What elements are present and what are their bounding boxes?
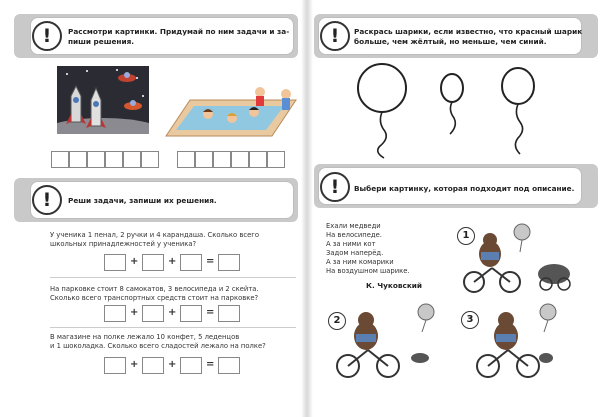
equation-box[interactable]: [104, 305, 126, 322]
answer-box[interactable]: [141, 151, 159, 168]
option-2-picture[interactable]: [326, 302, 444, 382]
equation-box[interactable]: [142, 357, 164, 374]
pool-children-picture: [160, 84, 300, 140]
equation-box[interactable]: [218, 357, 240, 374]
plus-sign: +: [130, 359, 139, 370]
plus-sign: +: [130, 256, 139, 267]
balloon-large[interactable]: [358, 64, 406, 158]
exclamation-icon: !: [320, 172, 350, 202]
plus-sign: +: [168, 359, 177, 370]
answer-box[interactable]: [177, 151, 195, 168]
child-standing-2: [281, 89, 291, 110]
answer-box[interactable]: [105, 151, 123, 168]
problem-1-text: У ученика 1 пенал, 2 ручки и 4 карандаша. Сколько всего школьных принадлежностей у ученика?: [50, 231, 259, 248]
poem-author: К. Чуковский: [366, 281, 423, 290]
divider: [50, 327, 296, 328]
balloon-small[interactable]: [441, 74, 463, 134]
answer-box[interactable]: [69, 151, 87, 168]
answer-box[interactable]: [195, 151, 213, 168]
child-standing-1: [255, 87, 265, 106]
balloon-medium[interactable]: [502, 68, 534, 154]
answer-box[interactable]: [249, 151, 267, 168]
exclamation-icon: !: [32, 21, 62, 51]
equation-box[interactable]: [142, 305, 164, 322]
equals-sign: =: [206, 256, 215, 267]
task1-instruction: Рассмотри картинки. Придумай по ним задачи и за- пиши решения.: [68, 27, 290, 46]
divider: [50, 277, 296, 278]
equation-box[interactable]: [218, 254, 240, 271]
equation-box[interactable]: [180, 357, 202, 374]
problem-2-text: На парковке стоит 8 самокатов, 3 велосипеда и 2 скейта. Сколько всего транспортных средств стоит на парковке?: [50, 285, 259, 302]
answer-box[interactable]: [87, 151, 105, 168]
problem-3-text: В магазине на полке лежало 10 конфет, 5 леденцов и 1 шоколадка. Сколько всего сладостей лежало на полке?: [50, 333, 266, 350]
exclamation-icon: !: [320, 21, 350, 51]
task2-instruction: Раскрась шарики, если известно, что красный шарик больше, чем жёлтый, но меньше, чем синий.: [354, 27, 583, 46]
plus-sign: +: [168, 256, 177, 267]
option-number-2[interactable]: 2: [328, 312, 346, 330]
equals-sign: =: [206, 307, 215, 318]
answer-box[interactable]: [123, 151, 141, 168]
balloons-drawing: [340, 62, 570, 162]
task4-instruction: Выбери картинку, которая подходит под описание.: [354, 184, 575, 193]
answer-box[interactable]: [51, 151, 69, 168]
task3-instruction: Реши задачи, запиши их решения.: [68, 196, 217, 205]
equation-box[interactable]: [218, 305, 240, 322]
option-number-1[interactable]: 1: [457, 227, 475, 245]
plus-sign: +: [168, 307, 177, 318]
equals-sign: =: [206, 359, 215, 370]
option-3-picture[interactable]: [470, 300, 570, 382]
answer-box[interactable]: [267, 151, 285, 168]
answer-box[interactable]: [213, 151, 231, 168]
book-gutter: [301, 0, 313, 417]
plus-sign: +: [130, 307, 139, 318]
equation-box[interactable]: [104, 254, 126, 271]
poem: Ехали медведи На велосипеде. А за ними кот Задом наперёд. А за ним комарики На воздушном шарике.: [326, 222, 410, 275]
option-number-3[interactable]: 3: [461, 311, 479, 329]
option-1-picture[interactable]: [454, 222, 590, 300]
space-rockets-picture: [57, 66, 149, 134]
equation-box[interactable]: [142, 254, 164, 271]
answer-box[interactable]: [231, 151, 249, 168]
equation-box[interactable]: [180, 254, 202, 271]
exclamation-icon: !: [32, 185, 62, 215]
equation-box[interactable]: [180, 305, 202, 322]
equation-box[interactable]: [104, 357, 126, 374]
